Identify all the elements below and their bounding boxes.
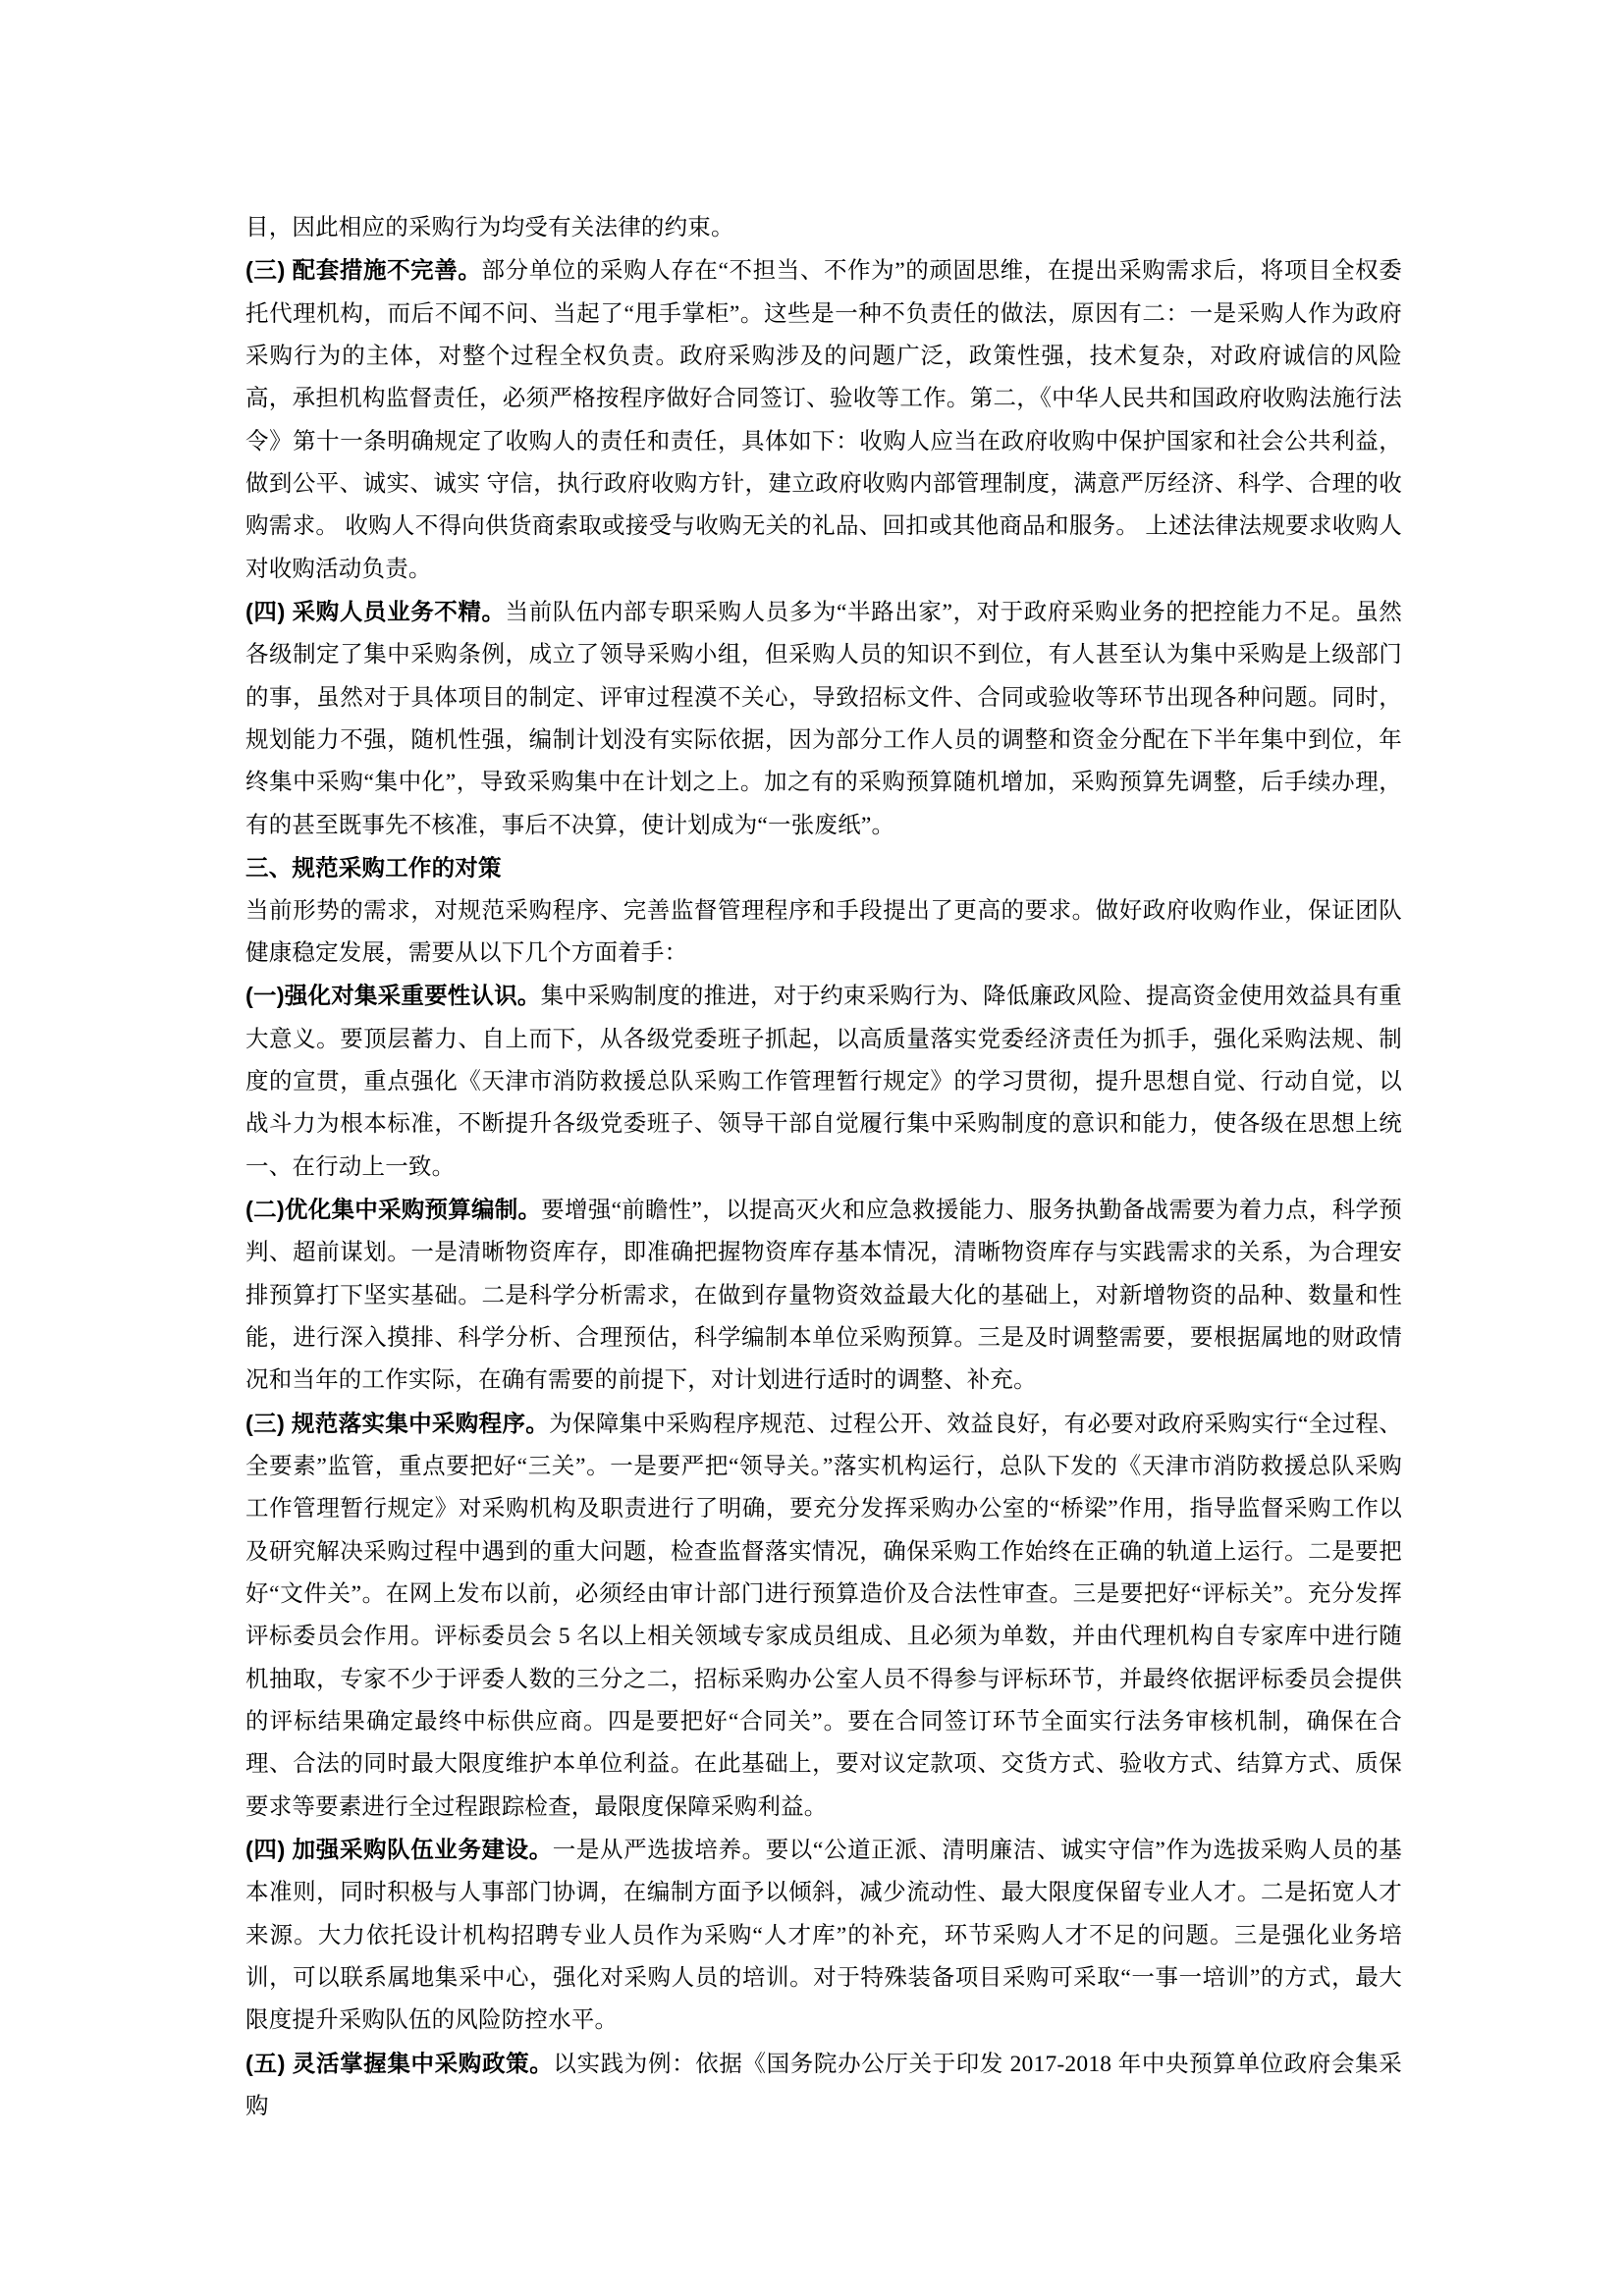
paragraph-text: 集中采购制度的推进，对于约束采购行为、降低廉政风险、提高资金使用效益具有重大意义。要顶层蓄力、自上而下，从各级党委班子抓起，以高质量落实党委经济责任为抓手，强化采购法规、制度的宣贯，重点强化《天津市消防救援总队采购工作管理暂行规定》的学习贯彻，提升思想自觉、行动自觉，以战斗力为根本标准，不断提升各级党委班子、领导干部自觉履行集中采购制度的意识和能力，使各级在思想上统一、在行动上一致。 xyxy=(245,984,1403,1180)
paragraph xyxy=(245,975,1402,1189)
paragraph xyxy=(245,1189,1402,1403)
paragraph xyxy=(245,2043,1402,2129)
paragraph-label: (三) 配套措施不完善。 xyxy=(245,257,482,284)
paragraph-label: (三) 规范落实集中采购程序。 xyxy=(245,1410,550,1436)
paragraph-text: 部分单位的采购人存在“不担当、不作为”的顽固思维，在提出采购需求后，将项目全权委托代理机构，而后不闻不问、当起了“甩手掌柜”。这些是一种不负责任的做法，原因有二：一是采购人作为政府采购行为的主体，对整个过程全权负责。政府采购涉及的问题广泛，政策性强，技术复杂，对政府诚信的风险高，承担机构监督责任，必须严格按程序做好合同签订、验收等工作。第二，《中华人民共和国政府收购法施行法令》第十一条明确规定了收购人的责任和责任，具体如下：收购人应当在政府收购中保护国家和社会公共利益，做到公平、诚实、诚实 守信，执行政府收购方针，建立政府收购内部管理制度，满意严厉经济、科学、合理的收购需求。 收购人不得向供货商索取或接受与收购无关的礼品、回扣或其他商品和服务。 上述法律法规要求收购人对收购活动负责。 xyxy=(245,258,1402,582)
paragraph-label: (四) 加强采购队伍业务建设。 xyxy=(245,1837,553,1863)
paragraph-label: (五) 灵活掌握集中采购政策。 xyxy=(245,2050,554,2076)
paragraph-text: 一是从严选拔培养。要以“公道正派、清明廉洁、诚实守信”作为选拔采购人员的基本准则，同时积极与人事部门协调，在编制方面予以倾斜，减少流动性、最大限度保留专业人才。二是拓宽人才来源。大力依托设计机构招聘专业人员作为采购“人才库”的补充，环节采购人才不足的问题。三是强化业务培训，可以联系属地集采中心，强化对采购人员的培训。对于特殊装备项目采购可采取“一事一培训”的方式，最大限度提升采购队伍的风险防控水平。 xyxy=(245,1838,1402,2034)
paragraph-label: (一)强化对集采重要性认识。 xyxy=(245,983,541,1009)
paragraph xyxy=(245,249,1402,591)
paragraph-text: 要增强“前瞻性”，以提高灭火和应急救援能力、服务执勤备战需要为着力点，科学预判、超前谋划。一是清晰物资库存，即准确把握物资库存基本情况，清晰物资库存与实践需求的关系，为合理安排预算打下坚实基础。二是科学分析需求，在做到存量物资效益最大化的基础上，对新增物资的品种、数量和性能，进行深入摸排、科学分析、合理预估，科学编制本单位采购预算。三是及时调整需要，要根据属地的财政情况和当年的工作实际，在确有需要的前提下，对计划进行适时的调整、补充。 xyxy=(245,1197,1402,1394)
paragraph-text: 以实践为例：依据《国务院办公厅关于印发 2017-2018 年中央预算单位政府会集采购 xyxy=(245,2051,1402,2120)
section-heading xyxy=(245,847,1402,889)
paragraph-text: 当前形势的需求，对规范采购程序、完善监督管理程序和手段提出了更高的要求。做好政府收购作业，保证团队健康稳定发展，需要从以下几个方面着手： xyxy=(245,897,1402,966)
paragraph xyxy=(245,207,1402,249)
paragraph xyxy=(245,890,1402,976)
paragraph-text: 为保障集中采购程序规范、过程公开、效益良好，有必要对政府采购实行“全过程、全要素”监管，重点要把好“三关”。一是要严把“领导关。”落实机构运行，总队下发的《天津市消防救援总队采购工作管理暂行规定》对采购机构及职责进行了明确，要充分发挥采购办公室的“桥梁”作用，指导监督采购工作以及研究解决采购过程中遇到的重大问题，检查监督落实情况，确保采购工作始终在正确的轨道上运行。二是要把好“文件关”。在网上发布以前，必须经由审计部门进行预算造价及合法性审查。三是要把好“评标关”。充分发挥评标委员会作用。评标委员会 5 名以上相关领域专家成员组成、且必须为单数，并由代理机构自专家库中进行随机抽取，专家不少于评委人数的三分之二，招标采购办公室人员不得参与评标环节，并最终依据评标委员会提供的评标结果确定最终中标供应商。四是要把好“合同关”。要在合同签订环节全面实行法务审核机制，确保在合理、合法的同时最大限度维护本单位利益。在此基础上，要对议定款项、交货方式、验收方式、结算方式、质保要求等要素进行全过程跟踪检查，最限度保障采购利益。 xyxy=(245,1411,1402,1820)
paragraph xyxy=(245,1829,1402,2043)
paragraph-label: (二)优化集中采购预算编制。 xyxy=(245,1196,542,1222)
paragraph xyxy=(245,1403,1402,1829)
paragraph-label: (四) 采购人员业务不精。 xyxy=(245,599,506,625)
document-body xyxy=(245,207,1402,2128)
paragraph-text: 目，因此相应的采购行为均受有关法律的约束。 xyxy=(245,215,734,240)
paragraph-text: 当前队伍内部专职采购人员多为“半路出家”，对于政府采购业务的把控能力不足。虽然各级制定了集中采购条例，成立了领导采购小组，但采购人员的知识不到位，有人甚至认为集中采购是上级部门的事，虽然对于具体项目的制定、评审过程漠不关心，导致招标文件、合同或验收等环节出现各种问题。同时，规划能力不强，随机性强，编制计划没有实际依据，因为部分工作人员的调整和资金分配在下半年集中到位，年终集中采购“集中化”，导致采购集中在计划之上。加之有的采购预算随机增加，采购预算先调整，后手续办理，有的甚至既事先不核准，事后不决算，使计划成为“一张废纸”。 xyxy=(245,600,1402,838)
paragraph-label: 三、规范采购工作的对策 xyxy=(245,855,502,881)
paragraph xyxy=(245,591,1402,847)
